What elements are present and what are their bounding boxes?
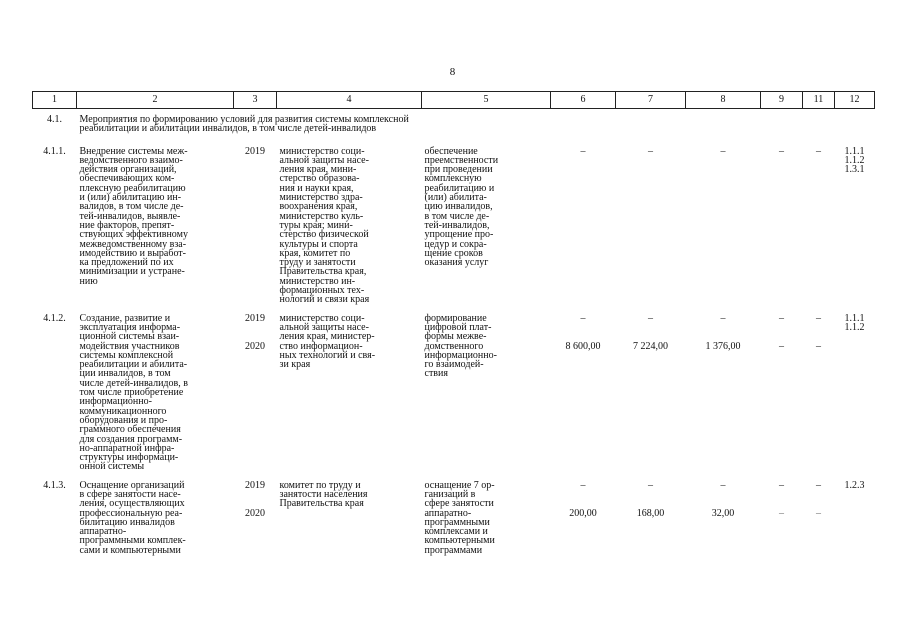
column-header: 12 xyxy=(835,92,875,109)
indicator-refs: 1.2.3 xyxy=(844,479,865,491)
year-cell xyxy=(234,472,277,555)
year-cell xyxy=(234,138,277,305)
expected-result: формирование цифровой плат- формы межве- домственного информационно- го взаимодей- ствия xyxy=(424,312,497,380)
funding-col8: – 1 376,00 xyxy=(705,312,741,352)
year: 2020 xyxy=(245,340,265,352)
funding-col7: – 7 224,00 xyxy=(633,312,668,352)
column-header: 7 xyxy=(616,92,686,109)
column-header: 2 xyxy=(77,92,234,109)
funding-col9: – xyxy=(779,145,784,157)
funding-col11: – xyxy=(816,145,821,157)
year: 2019 xyxy=(245,312,265,324)
table-row xyxy=(33,305,875,472)
page-number: 8 xyxy=(449,66,456,78)
measure-name: Оснащение организаций в сфере занятости насе- ления, осуществляющих профессиональную реа- билитацию инвалидов аппаратно- программными комплек- сами и компьютерными xyxy=(79,479,186,556)
column-header: 8 xyxy=(686,92,761,109)
funding-col8: – xyxy=(720,145,726,157)
row-number: 4.1.1. xyxy=(43,145,66,157)
column-header: 4 xyxy=(277,92,422,109)
section-row xyxy=(33,109,875,138)
funding-col11: – – xyxy=(816,312,821,352)
funding-col9: – – xyxy=(779,479,784,519)
table-row xyxy=(33,472,875,555)
funding-col11: – – xyxy=(816,479,821,519)
column-header: 1 xyxy=(33,92,77,109)
funding-col9: – – xyxy=(779,312,784,352)
table-row xyxy=(33,138,875,305)
year: 2020 xyxy=(245,507,265,519)
column-header: 5 xyxy=(422,92,551,109)
column-header: 6 xyxy=(551,92,616,109)
funding-col8: – 32,00 xyxy=(711,479,735,519)
indicator-refs: 1.1.1 1.1.2 xyxy=(844,312,865,333)
column-header: 3 xyxy=(234,92,277,109)
executor: министерство соци- альной защиты насе- ления края, мини- стерство образова- ния и науки края, министерство здра- воохранения края, министерство куль- туры края; мини- стерство физической культуры и спорта края, комитет по труду и занятости Правительства края, министерство ин- формационных тех- нологий и связи края xyxy=(279,145,370,306)
column-header: 9 xyxy=(761,92,803,109)
funding-total: – xyxy=(580,145,586,157)
section-number: 4.1. xyxy=(47,114,62,125)
year: 2019 xyxy=(245,479,265,491)
row-number: 4.1.2. xyxy=(43,312,66,324)
indicator-refs: 1.1.1 1.1.2 1.3.1 xyxy=(844,145,865,176)
funding-total: – 200,00 xyxy=(569,479,597,519)
year-cell xyxy=(234,305,277,472)
funding-total: – 8 600,00 xyxy=(565,312,601,352)
column-header-row xyxy=(33,92,875,109)
expected-result: обеспечение преемственности при проведении комплексную реабилитацию и (или) абилита- цию инвалидов, в том числе де- тей-инвалидов, упрощение про- цедур и сокра- щение сроков оказания услуг xyxy=(424,145,499,269)
expected-result: оснащение 7 ор- ганизаций в сфере занятости аппаратно- программными комплексами и компьютерными программами xyxy=(424,479,495,556)
executor: комитет по труду и занятости населения Правительства края xyxy=(279,479,368,510)
row-number: 4.1.3. xyxy=(43,479,66,491)
funding-col7: – 168,00 xyxy=(636,479,665,519)
measure-name: Внедрение системы меж- ведомственного взаимо- действия организаций, обеспечивающих ком- плексную реабилитацию и (или) абилитацию ин- валидов, в том числе де- тей-инвалидов, выявле- ние факторов, препят- ствующих эффективному межведомственному вза- имодействию и выработ- ка предложений по их минимизации и устране- нию xyxy=(79,145,188,287)
section-title: Мероприятия по формированию условий для развития системы комплексной реабилитации и абилитации инвалидов, в том числе детей-инвалидов xyxy=(79,114,409,135)
funding-col7: – xyxy=(648,145,653,157)
measure-name: Создание, развитие и эксплуатация информа- ционной системы взаи- модействия участников системы комплексной реабилитации и абилита- ции инвалидов, в том числе детей-инвалидов, в том числе приобретение информационно- коммуникационного оборудования и про- граммного обеспечения для создания программ- но-аппаратной инфра- структуры информаци- онной системы xyxy=(79,312,188,473)
program-table xyxy=(32,91,875,555)
column-header: 11 xyxy=(803,92,835,109)
year: 2019 xyxy=(245,145,265,157)
executor: министерство соци- альной защиты насе- ления края, министер- ство информацион- ных технологий и свя- зи края xyxy=(279,312,376,371)
